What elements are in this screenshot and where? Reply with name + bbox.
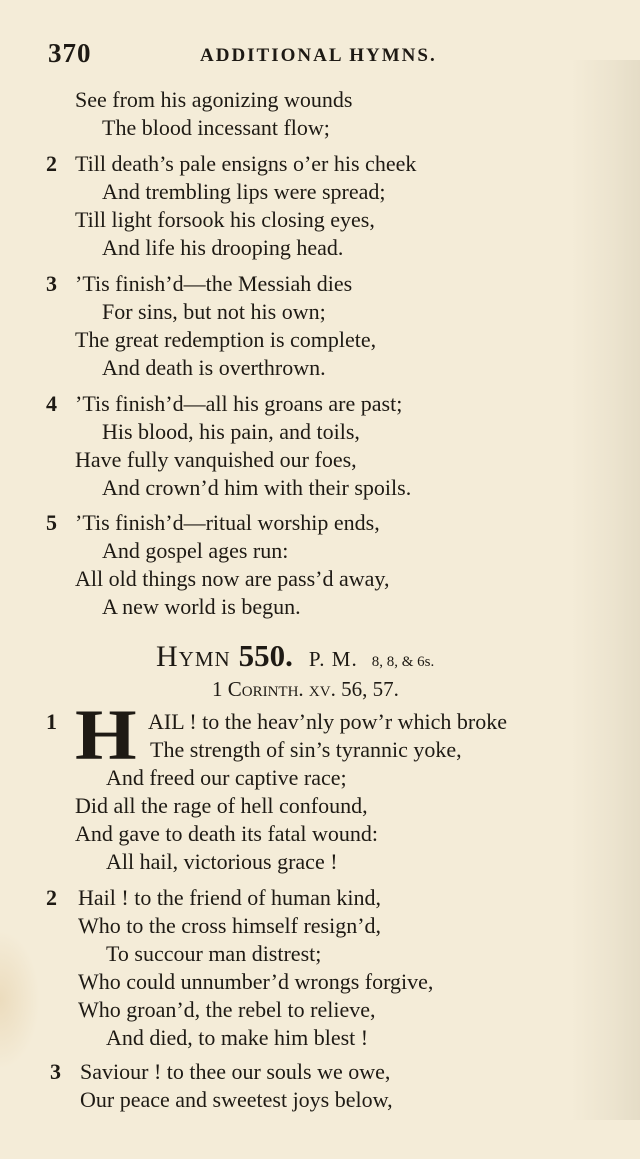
poem-line: For sins, but not his own; [102, 299, 326, 324]
poem-line: ’Tis finish’d—the Messiah dies [75, 271, 353, 296]
poem-line: Did all the rage of hell confound, [75, 793, 368, 818]
poem-line: A new world is begun. [102, 594, 301, 619]
poem-line: Have fully vanquished our foes, [75, 447, 357, 472]
scripture-reference: 1 Corinth. xv. 56, 57. [212, 677, 399, 701]
poem-line: And died, to make him blest ! [106, 1025, 369, 1050]
poem-line: Saviour ! to thee our souls we owe, [80, 1059, 391, 1084]
verse-number: 4 [46, 391, 57, 416]
page-number: 370 [48, 38, 92, 68]
show-through-shadow [570, 60, 640, 1120]
poem-line: And trembling lips were spread; [102, 179, 386, 204]
page-header [48, 38, 588, 70]
poem-line: Till death’s pale ensigns o’er his cheek [75, 151, 417, 176]
verse-number: 2 [46, 885, 57, 910]
poem-line: Who groan’d, the rebel to relieve, [78, 997, 376, 1022]
poem-line: Our peace and sweetest joys below, [80, 1087, 393, 1112]
poem-line: The blood incessant flow; [102, 115, 330, 140]
poem-line: See from his agonizing wounds [75, 87, 353, 112]
poem-line: ’Tis finish’d—all his groans are past; [75, 391, 403, 416]
poem-line: And gospel ages run: [102, 538, 289, 563]
verse-number: 2 [46, 151, 57, 176]
poem-line: His blood, his pain, and toils, [102, 419, 360, 444]
paper-stain [0, 930, 40, 1070]
poem-line: Who to the cross himself resign’d, [78, 913, 382, 938]
poem-line: AIL ! to the heav’nly pow’r which broke [148, 709, 508, 734]
poem-line: To succour man distrest; [106, 941, 322, 966]
poem-line: And life his drooping head. [102, 235, 344, 260]
poem-line: The great redemption is complete, [75, 327, 377, 352]
hymn-number: 550. [238, 638, 293, 673]
poem-line: And crown’d him with their spoils. [102, 475, 412, 500]
poem-line: All old things now are pass’d away, [75, 566, 390, 591]
poem-line: Till light forsook his closing eyes, [75, 207, 375, 232]
hymn-meter-detail: 8, 8, & 6s. [371, 654, 435, 670]
poem-line: Who could unnumber’d wrongs forgive, [78, 969, 434, 994]
poem-line: Hail ! to the friend of human kind, [78, 885, 382, 910]
verse-number: 1 [46, 709, 57, 734]
poem-line: And death is overthrown. [102, 355, 326, 380]
poem-line: The strength of sin’s tyrannic yoke, [150, 737, 462, 762]
verse-number: 3 [46, 271, 57, 296]
poem-line: ’Tis finish’d—ritual worship ends, [75, 510, 380, 535]
poem-line: All hail, victorious grace ! [106, 849, 338, 874]
verse-number: 5 [46, 510, 57, 535]
hymn-meter: P. M. [308, 647, 358, 671]
verse-number: 3 [50, 1059, 61, 1084]
poem-line: And freed our captive race; [106, 765, 347, 790]
hymn-title [156, 638, 434, 674]
running-head: ADDITIONAL HYMNS. [200, 45, 437, 66]
drop-cap: H [75, 695, 137, 775]
hymn-label: Hymn [156, 640, 231, 673]
poem-line: And gave to death its fatal wound: [75, 821, 379, 846]
